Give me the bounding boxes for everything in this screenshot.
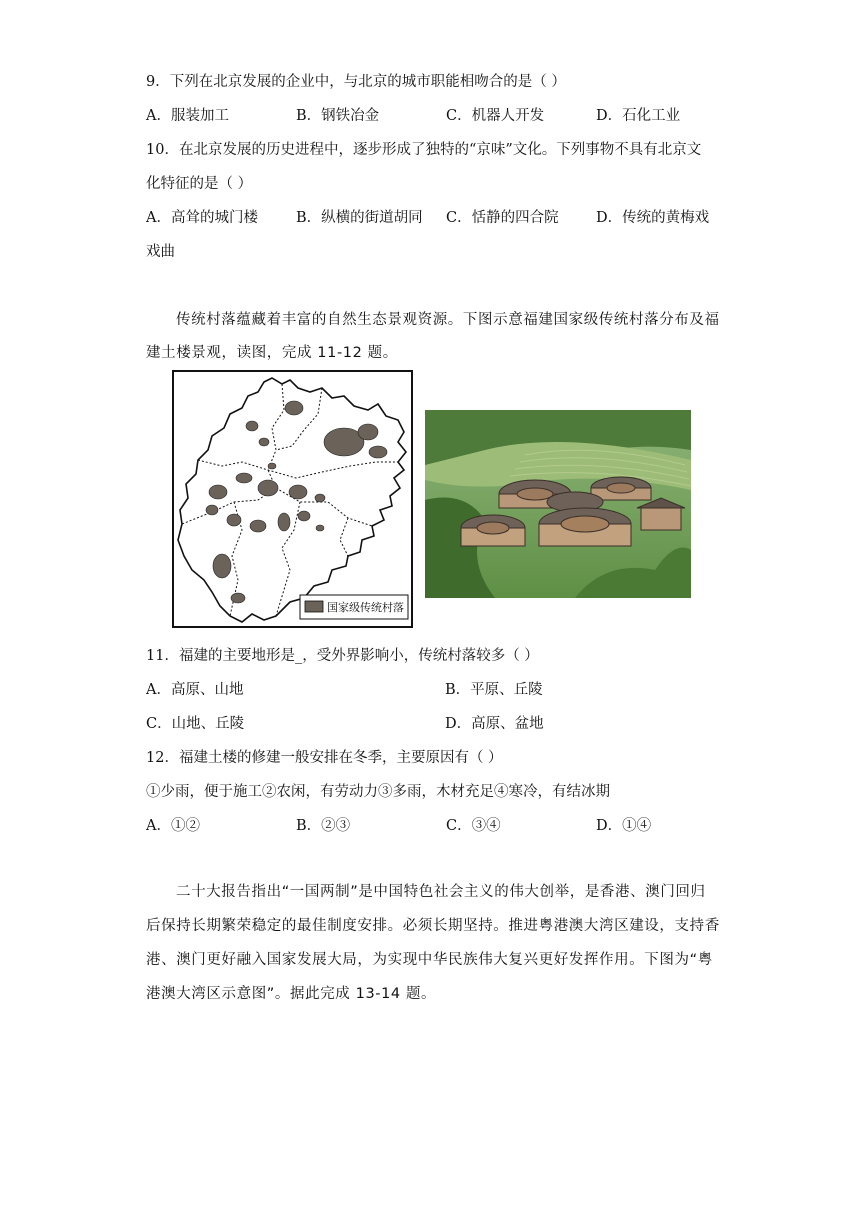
q10-option-c: C．恬静的四合院 xyxy=(446,210,559,226)
q12-option-b: B．②③ xyxy=(296,818,351,834)
q12-stem: 12．福建土楼的修建一般安排在冬季，主要原因有（ ） xyxy=(146,750,503,766)
tulou-landscape-photo xyxy=(425,410,691,598)
q9-option-a: A．服装加工 xyxy=(146,108,229,124)
q11-option-a: A．高原、山地 xyxy=(146,682,244,698)
q10-option-b: B．纵横的街道胡同 xyxy=(296,210,423,226)
map-legend-label: 国家级传统村落 xyxy=(327,601,404,614)
q11-stem: 11．福建的主要地形是_，受外界影响小，传统村落较多（ ） xyxy=(146,648,539,664)
q10-option-d-wrap: 戏曲 xyxy=(146,244,175,260)
q10-stem-line1: 10．在北京发展的历史进程中，逐步形成了独特的“京味”文化。下列事物不具有北京文 xyxy=(146,142,702,158)
q11-option-c: C．山地、丘陵 xyxy=(146,716,245,732)
q11-option-b: B．平原、丘陵 xyxy=(445,682,543,698)
q10-option-d: D．传统的黄梅戏 xyxy=(596,210,710,226)
legend-swatch xyxy=(305,601,323,612)
q9-option-c: C．机器人开发 xyxy=(446,108,545,124)
q12-option-c: C．③④ xyxy=(446,818,501,834)
intro-13-14-line4: 港澳大湾区示意图”。据此完成 13-14 题。 xyxy=(146,986,437,1002)
intro-11-12-line1: 传统村落蕴藏着丰富的自然生态景观资源。下图示意福建国家级传统村落分布及福 xyxy=(176,312,720,328)
q9-option-b: B．钢铁冶金 xyxy=(296,108,380,124)
q12-option-d: D．①④ xyxy=(596,818,652,834)
q12-statements: ①少雨，便于施工②农闲，有劳动力③多雨，木材充足④寒冷，有结冰期 xyxy=(146,784,610,800)
intro-11-12-line2: 建土楼景观，读图，完成 11-12 题。 xyxy=(146,345,398,361)
intro-13-14-line2: 后保持长期繁荣稳定的最佳制度安排。必须长期坚持。推进粤港澳大湾区建设，支持香 xyxy=(146,918,720,934)
q9-option-d: D．石化工业 xyxy=(596,108,681,124)
intro-13-14-line3: 港、澳门更好融入国家发展大局，为实现中华民族伟大复兴更好发挥作用。下图为“粤 xyxy=(146,952,713,968)
fujian-village-map xyxy=(172,370,413,628)
intro-13-14-line1: 二十大报告指出“一国两制”是中国特色社会主义的伟大创举，是香港、澳门回归 xyxy=(176,884,706,900)
q10-option-a: A．高耸的城门楼 xyxy=(146,210,258,226)
q10-stem-line2: 化特征的是（ ） xyxy=(146,176,253,192)
q9-stem: 9．下列在北京发展的企业中，与北京的城市职能相吻合的是（ ） xyxy=(146,74,566,90)
q12-option-a: A．①② xyxy=(146,818,200,834)
q11-option-d: D．高原、盆地 xyxy=(445,716,544,732)
